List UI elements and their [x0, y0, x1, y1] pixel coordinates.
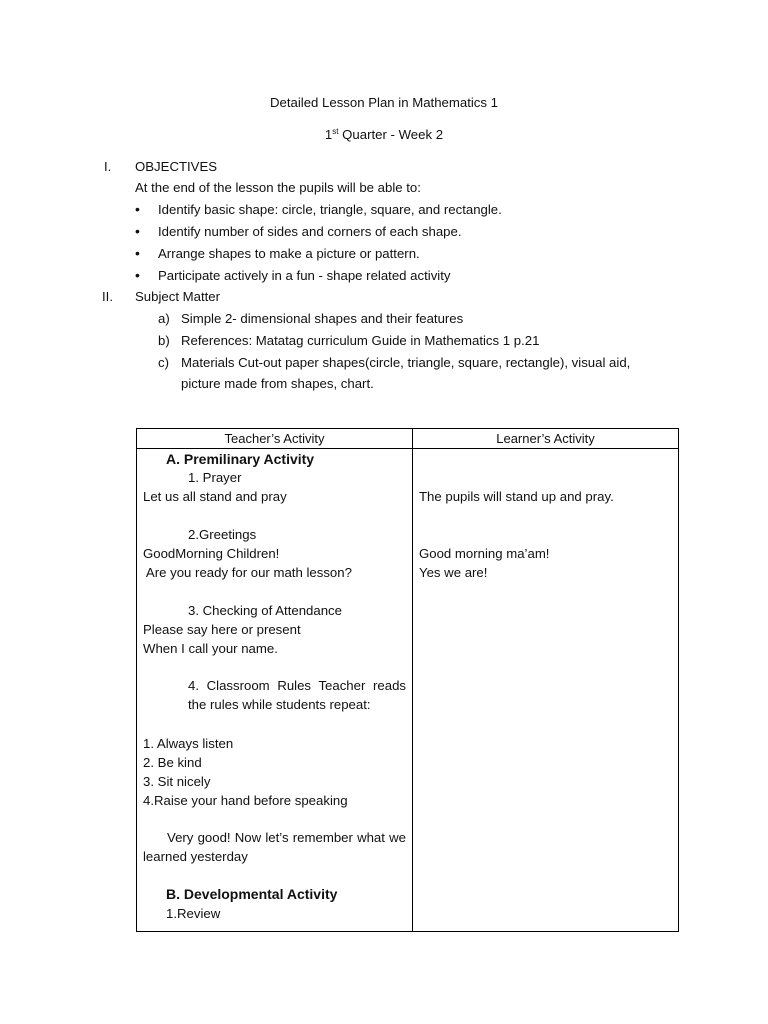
greetings-line: GoodMorning Children! [143, 546, 280, 561]
teacher-column-header: Teacher’s Activity [137, 429, 413, 449]
teacher-activity-cell [137, 449, 413, 932]
objectives-numeral: I. [104, 159, 112, 174]
quarter-superscript: st [332, 127, 339, 136]
greetings-line: Are you ready for our math lesson? [143, 565, 352, 580]
greetings-title: 2.Greetings [188, 527, 257, 542]
subject-matter-numeral: II. [102, 289, 113, 304]
quarter-week: Quarter - Week 2 [338, 127, 444, 142]
attendance-line: Please say here or present [143, 622, 301, 637]
objective-item: Arrange shapes to make a picture or pattern. [158, 246, 420, 261]
subject-item-letter: a) [158, 311, 170, 326]
document-subtitle [0, 127, 768, 142]
learner-prayer: The pupils will stand up and pray. [419, 489, 614, 504]
bullet-icon: • [135, 267, 140, 283]
objectives-heading: OBJECTIVES [135, 159, 218, 174]
section-a-heading: A. Premilinary Activity [166, 451, 315, 467]
objective-item: Participate actively in a fun - shape related activity [158, 268, 451, 283]
objectives-intro: At the end of the lesson the pupils will be able to: [135, 180, 421, 195]
attendance-line: When I call your name. [143, 641, 278, 656]
subject-item-text: Materials Cut-out paper shapes(circle, triangle, square, rectangle), visual aid, [181, 355, 631, 370]
learner-greeting: Yes we are! [419, 565, 488, 580]
prayer-title: 1. Prayer [188, 470, 242, 485]
rule-item: 4.Raise your hand before speaking [143, 793, 348, 808]
bullet-icon: • [135, 201, 140, 217]
rule-item: 3. Sit nicely [143, 774, 211, 789]
subject-item-text: References: Matatag curriculum Guide in Mathematics 1 p.21 [181, 333, 540, 348]
activity-table [136, 428, 679, 932]
table-row [137, 449, 679, 932]
bullet-icon: • [135, 245, 140, 261]
bullet-icon: • [135, 223, 140, 239]
subject-item-letter: b) [158, 333, 170, 348]
closing-remark: Very good! Now let’s remember what we learned yesterday [143, 830, 406, 864]
learner-activity-cell [413, 449, 679, 932]
learner-column-header: Learner’s Activity [413, 429, 679, 449]
learner-greeting: Good morning ma’am! [419, 546, 550, 561]
review-item: 1.Review [166, 906, 221, 921]
attendance-title: 3. Checking of Attendance [188, 603, 342, 618]
subject-item-text-continued: picture made from shapes, chart. [181, 376, 374, 391]
prayer-line: Let us all stand and pray [143, 489, 287, 504]
subject-item-letter: c) [158, 355, 169, 370]
subject-item-text: Simple 2- dimensional shapes and their features [181, 311, 464, 326]
table-header-row [137, 429, 679, 449]
objective-item: Identify number of sides and corners of each shape. [158, 224, 462, 239]
rule-item: 1. Always listen [143, 736, 234, 751]
document-title: Detailed Lesson Plan in Mathematics 1 [270, 95, 498, 110]
subject-matter-heading: Subject Matter [135, 289, 221, 304]
classroom-rules-title: 4. Classroom Rules Teacher reads the rules while students repeat: [188, 678, 406, 712]
objective-item: Identify basic shape: circle, triangle, square, and rectangle. [158, 202, 502, 217]
rule-item: 2. Be kind [143, 755, 202, 770]
quarter-number: 1 [324, 127, 333, 142]
section-b-heading: B. Developmental Activity [166, 886, 338, 902]
